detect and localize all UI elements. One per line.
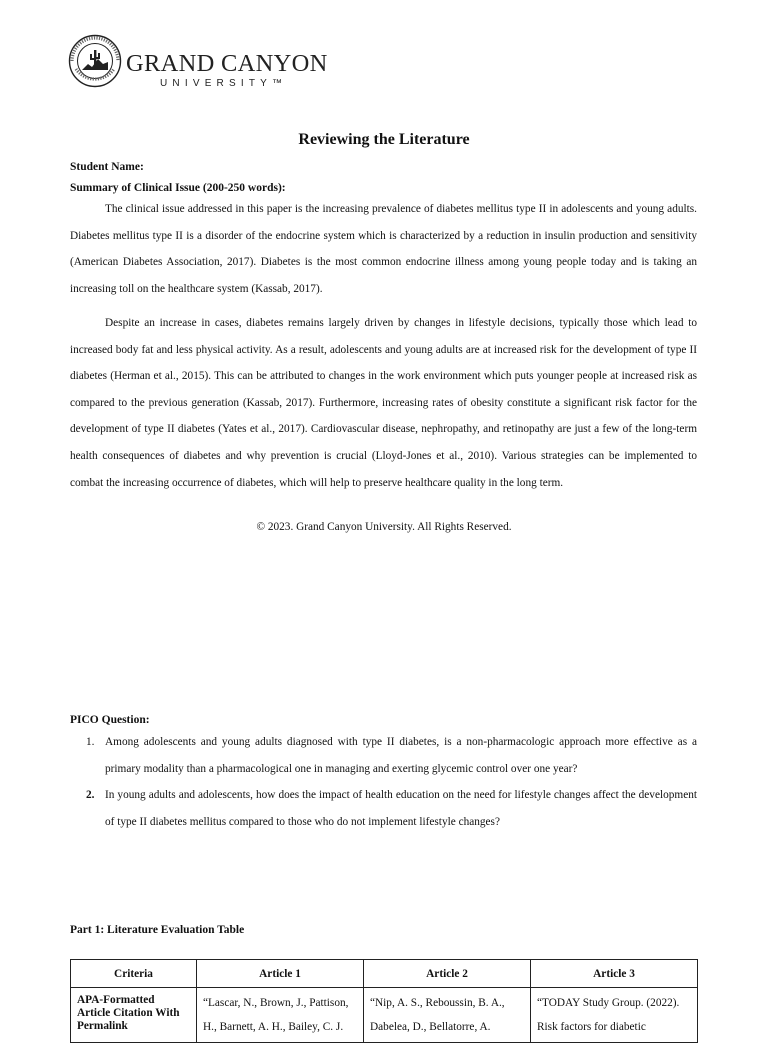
copyright-notice: © 2023. Grand Canyon University. All Rights Reserved. [256, 521, 512, 533]
list-item [70, 729, 697, 782]
pico-label: PICO Question: [70, 714, 150, 726]
table-cell: “TODAY Study Group. (2022). Risk factors for diabetic [531, 988, 698, 1043]
summary-paragraph: The clinical issue addressed in this paper is the increasing prevalence of diabetes mellitus type II in adolescents and young adults. Diabetes mellitus type II is a disorder of the endocrine system which is characterized by a reduction in insulin production and sensitivity (American Diabetes Association, 2017). Diabetes is the most common endocrine illness among young people today and is taking an increasing toll on the healthcare system (Kassab, 2017). [70, 203, 697, 295]
criteria-cell: APA-Formatted Article Citation With Permalink [71, 988, 197, 1043]
brand-subtitle: UNIVERSITY™ [160, 78, 288, 89]
literature-evaluation-table [70, 959, 698, 1043]
table-header-row [71, 960, 698, 988]
table-cell: “Nip, A. S., Reboussin, B. A., Dabelea, D., Bellatorre, A. [364, 988, 531, 1043]
university-seal-icon [68, 34, 122, 88]
column-header: Article 3 [531, 960, 698, 988]
part1-label: Part 1: Literature Evaluation Table [70, 924, 245, 936]
pico-question-text: Among adolescents and young adults diagnosed with type II diabetes, is a non-pharmacologic approach more effective as a primary modality than a pharmacological one in managing and exerting glycemic control over one year? [105, 736, 697, 775]
table-row [71, 988, 698, 1043]
page-title: Reviewing the Literature [298, 131, 470, 148]
student-name-label: Student Name: [70, 161, 144, 173]
column-header: Criteria [71, 960, 197, 988]
summary-paragraph: Despite an increase in cases, diabetes remains largely driven by changes in lifestyle decisions, typically those which lead to increased body fat and less physical activity. As a result, adolescents and young adults are at increased risk for the development of type II diabetes (Herman et al., 2015). This can be attributed to changes in the work environment which puts younger people at increased risk as compared to the previous generation (Kassab, 2017). Furthermore, increasing rates of obesity constitute a significant risk factor for the development of type II diabetes (Yates et al., 2017). Cardiovascular disease, nephropathy, and retinopathy are just a few of the long-term health consequences of diabetes and why prevention is crucial (Lloyd-Jones et al., 2010). Various strategies can be implemented to combat the increasing occurrence of diabetes, which will help to preserve healthcare quality in the long term. [70, 317, 697, 489]
university-logo [68, 34, 328, 92]
list-number: 1. [86, 736, 95, 748]
table-cell: “Lascar, N., Brown, J., Pattison, H., Barnett, A. H., Bailey, C. J. [197, 988, 364, 1043]
list-number: 2. [86, 789, 95, 802]
brand-name: GRAND CANYON [126, 50, 328, 77]
column-header: Article 2 [364, 960, 531, 988]
list-item [70, 782, 697, 835]
pico-question-text: In young adults and adolescents, how does the impact of health education on the need for lifestyle changes affect the development of type II diabetes mellitus compared to those who do not implement lifestyle changes? [105, 789, 697, 828]
summary-label: Summary of Clinical Issue (200-250 words): [70, 182, 286, 194]
column-header: Article 1 [197, 960, 364, 988]
pico-question-list [70, 729, 697, 835]
